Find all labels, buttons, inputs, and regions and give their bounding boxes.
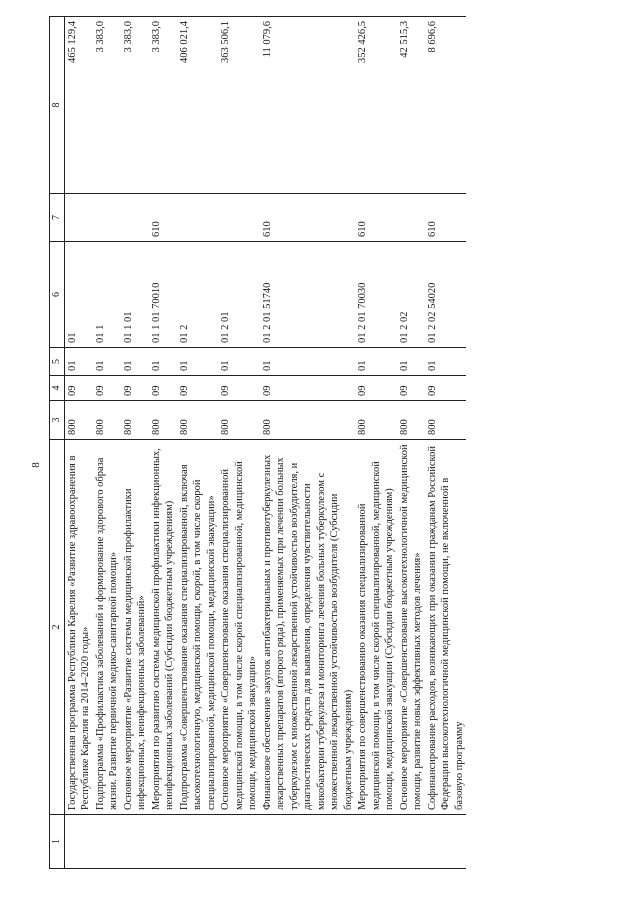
cell-target: 01 1 01 70010 [149, 242, 177, 348]
cell-num [149, 815, 177, 869]
cell-target: 01 2 01 51740 [260, 242, 356, 348]
cell-amount: 363 506,1 [218, 17, 260, 194]
cell-target: 01 2 [177, 242, 219, 348]
cell-amount: 11 079,6 [260, 17, 356, 194]
cell-ministry: 800 [425, 401, 467, 440]
cell-subsection: 01 [121, 348, 149, 376]
table-row [64, 17, 93, 869]
cell-subsection: 01 [149, 348, 177, 376]
cell-ministry: 800 [177, 401, 219, 440]
cell-amount: 3 383,0 [93, 17, 121, 194]
cell-name: Подпрограмма «Совершенствование оказания специализированной, включая высокотехнологичную, медицинской помощи, скорой, в том числе скорой специализированной, медицинской помощи, медицинской эвакуации» [177, 440, 219, 815]
table-row [260, 17, 356, 869]
cell-num [218, 815, 260, 869]
budget-table [49, 16, 466, 869]
cell-section: 09 [260, 376, 356, 401]
cell-amount: 42 515,3 [397, 17, 425, 194]
table-row [93, 17, 121, 869]
cell-subsection: 01 [397, 348, 425, 376]
cell-target: 01 2 01 70030 [355, 242, 397, 348]
cell-section: 09 [425, 376, 467, 401]
header-row [50, 17, 65, 869]
cell-expense-type [93, 194, 121, 242]
cell-num [121, 815, 149, 869]
table-row [121, 17, 149, 869]
cell-expense-type [121, 194, 149, 242]
cell-name: Основное мероприятие «Совершенствование высокотехнологичной медицинской помощи, развитие новых эффективных методов лечения» [397, 440, 425, 815]
cell-ministry: 800 [397, 401, 425, 440]
cell-section: 09 [355, 376, 397, 401]
page-number: 8 [30, 462, 42, 468]
cell-expense-type: 610 [149, 194, 177, 242]
cell-section: 09 [93, 376, 121, 401]
cell-subsection: 01 [355, 348, 397, 376]
cell-amount: 406 021,4 [177, 17, 219, 194]
cell-target: 01 2 01 [218, 242, 260, 348]
cell-section: 09 [218, 376, 260, 401]
cell-expense-type [177, 194, 219, 242]
cell-target: 01 [64, 242, 93, 348]
cell-ministry: 800 [218, 401, 260, 440]
cell-name: Подпрограмма «Профилактика заболеваний и формирование здорового образа жизни. Развитие первичной медико-санитарной помощи» [93, 440, 121, 815]
header-col-7: 7 [50, 194, 65, 242]
cell-section: 09 [121, 376, 149, 401]
cell-amount: 352 426,5 [355, 17, 397, 194]
cell-num [64, 815, 93, 869]
cell-section: 09 [177, 376, 219, 401]
table-row [218, 17, 260, 869]
cell-name: Основное мероприятие «Развитие системы медицинской профилактики инфекционных, неинфекционных заболеваний» [121, 440, 149, 815]
header-col-5: 5 [50, 348, 65, 376]
cell-name: Государственная программа Республики Карелия «Развитие здравоохранения в Республике Карелия на 2014–2020 годы» [64, 440, 93, 815]
cell-num [397, 815, 425, 869]
table-row [397, 17, 425, 869]
cell-ministry: 800 [149, 401, 177, 440]
cell-num [260, 815, 356, 869]
cell-expense-type [64, 194, 93, 242]
cell-subsection: 01 [64, 348, 93, 376]
cell-amount: 8 696,6 [425, 17, 467, 194]
header-col-4: 4 [50, 376, 65, 401]
cell-expense-type: 610 [260, 194, 356, 242]
header-col-8: 8 [50, 17, 65, 194]
table-row [177, 17, 219, 869]
cell-target: 01 2 02 [397, 242, 425, 348]
cell-ministry: 800 [121, 401, 149, 440]
cell-name: Финансовое обеспечение закупок антибактериальных и противотуберкулезных лекарственных препаратов (второго ряда), применяемых при лечении больных туберкулезом с множественной лекарственной устойчивостью возбудителя, и диагностических средств для выявления, определения чувствительности микобактерии туберкулеза и мониторинга лечения больных туберкулезом с множественной лекарственной устойчивостью возбудителя (Субсидии бюджетным учреждениям) [260, 440, 356, 815]
table-row [149, 17, 177, 869]
cell-name: Мероприятия по совершенствованию оказания специализированной медицинской помощи, в том числе скорой специализированной, медицинской помощи, медицинской эвакуации (Субсидии бюджетным учреждениям) [355, 440, 397, 815]
cell-name: Софинансирование расходов, возникающих при оказании гражданам Российской Федерации высокотехнологичной медицинской помощи, не включенной в базовую программу [425, 440, 467, 815]
cell-name: Мероприятия по развитию системы медицинской профилактики инфекционных, неинфекционных заболеваний (Субсидии бюджетным учреждениям) [149, 440, 177, 815]
cell-name: Основное мероприятие «Совершенствование оказания специализированной медицинской помощи, в том числе скорой специализированной, медицинской помощи, медицинской эвакуации» [218, 440, 260, 815]
cell-amount: 465 129,4 [64, 17, 93, 194]
cell-num [425, 815, 467, 869]
cell-target: 01 1 [93, 242, 121, 348]
cell-section: 09 [397, 376, 425, 401]
cell-subsection: 01 [218, 348, 260, 376]
cell-num [93, 815, 121, 869]
header-col-2: 2 [50, 440, 65, 815]
cell-subsection: 01 [177, 348, 219, 376]
table-row [425, 17, 467, 869]
cell-target: 01 1 01 [121, 242, 149, 348]
cell-target: 01 2 02 54020 [425, 242, 467, 348]
cell-num [355, 815, 397, 869]
cell-subsection: 01 [260, 348, 356, 376]
cell-ministry: 800 [93, 401, 121, 440]
cell-expense-type [397, 194, 425, 242]
header-col-3: 3 [50, 401, 65, 440]
header-col-1: 1 [50, 815, 65, 869]
cell-subsection: 01 [425, 348, 467, 376]
cell-amount: 3 383,0 [121, 17, 149, 194]
cell-expense-type: 610 [425, 194, 467, 242]
cell-amount: 3 383,0 [149, 17, 177, 194]
cell-section: 09 [64, 376, 93, 401]
cell-num [177, 815, 219, 869]
table-row [355, 17, 397, 869]
header-col-6: 6 [50, 242, 65, 348]
cell-ministry: 800 [355, 401, 397, 440]
cell-subsection: 01 [93, 348, 121, 376]
cell-expense-type [218, 194, 260, 242]
cell-ministry: 800 [64, 401, 93, 440]
cell-ministry: 800 [260, 401, 356, 440]
cell-section: 09 [149, 376, 177, 401]
cell-expense-type: 610 [355, 194, 397, 242]
